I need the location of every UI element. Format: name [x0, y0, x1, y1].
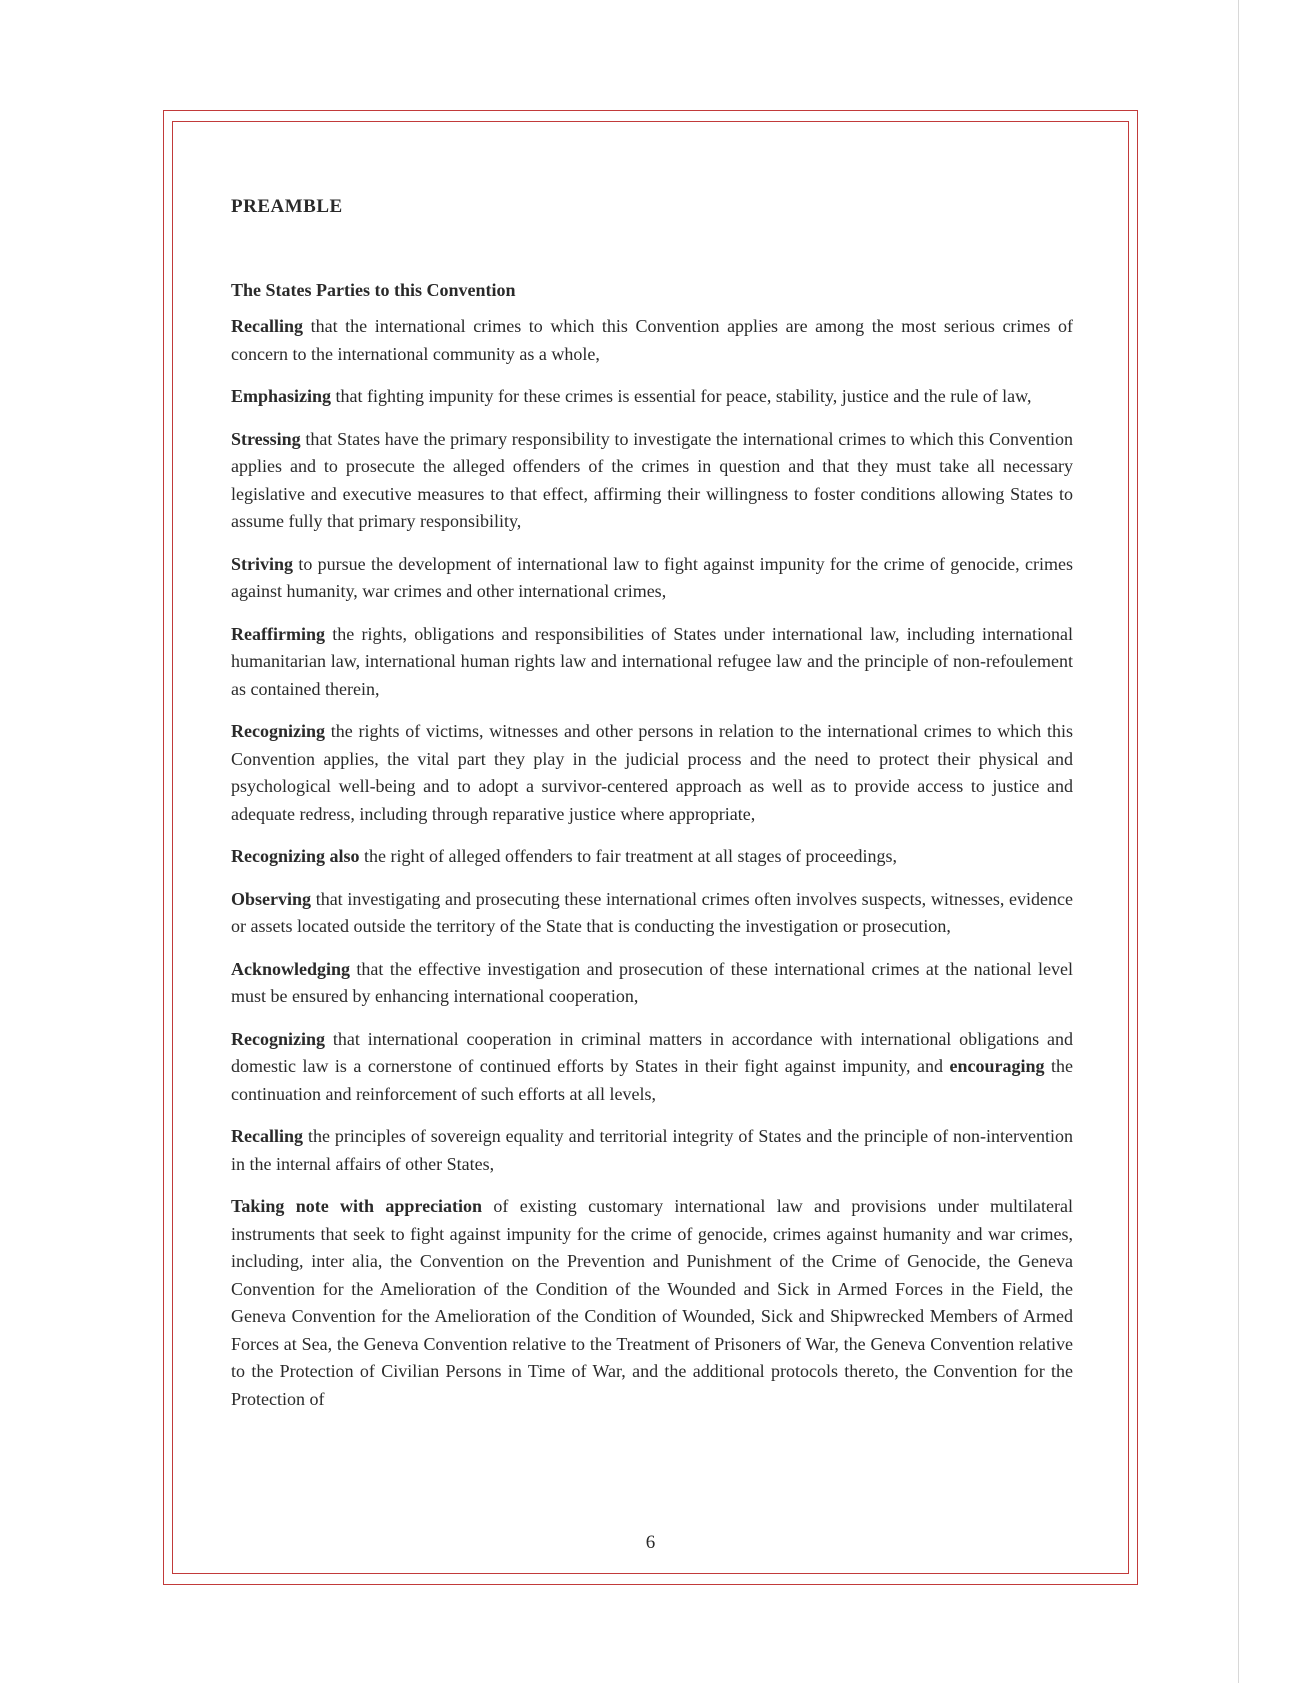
section-heading: PREAMBLE: [231, 196, 343, 217]
page-number: 6: [645, 1532, 656, 1553]
paragraph-text: that fighting impunity for these crimes is essential for peace, stability, justice and the rule of law,: [331, 386, 1032, 406]
paragraph-text: that the effective investigation and prosecution of these international crimes at the national level must be ensured by enhancing international cooperation,: [231, 958, 1073, 1006]
paragraph-text: the rights of victims, witnesses and other persons in relation to the international crimes to which this Convention applies, the vital part they play in the judicial process and the need to protect their physical and psychological well-being and to adopt a survivor-centered approach as well as to provide access to justice and adequate redress, including through reparative justice where appropriate,: [231, 721, 1073, 824]
paragraph-lead: Emphasizing: [231, 386, 332, 406]
paragraph-text: that States have the primary responsibility to investigate the international crimes to which this Convention applies and to prosecute the alleged offenders of the crimes in question and that they must take all necessary legislative and executive measures to that effect, affirming their willingness to foster conditions allowing States to assume fully that primary responsibility,: [231, 428, 1073, 531]
paragraph-lead: Striving: [231, 553, 294, 574]
preamble-paragraph: [231, 383, 1073, 411]
paragraph-text: to pursue the development of international law to fight against impunity for the crime of genocide, crimes against humanity, war crimes and other international crimes,: [231, 553, 1073, 601]
paragraph-text: that international cooperation in criminal matters in accordance with international obligations and domestic law is a cornerstone of continued efforts by States in their fight against impunity, and: [231, 1028, 1073, 1076]
paragraph-text: that the international crimes to which this Convention applies are among the most serious crimes of concern to the international community as a whole,: [231, 316, 1073, 364]
paragraph-lead: Reaffirming: [231, 623, 325, 644]
paragraph-text-secondary: the continuation and reinforcement of such efforts at all levels,: [231, 1056, 1073, 1104]
preamble-paragraph: [231, 1193, 1073, 1413]
preamble-paragraph: [231, 1123, 1073, 1178]
preamble-paragraph: [231, 956, 1073, 1011]
paragraph-lead: Acknowledging: [231, 958, 351, 979]
preamble-paragraph: [231, 718, 1073, 828]
preamble-paragraph: [231, 426, 1073, 536]
scan-edge-line: [1238, 0, 1239, 1683]
paragraph-lead: Recalling: [231, 1126, 303, 1146]
paragraph-lead-secondary: encouraging: [949, 1056, 1045, 1076]
paragraph-lead: Recognizing: [231, 1028, 325, 1049]
preamble-paragraph: [231, 843, 1073, 871]
paragraph-text: of existing customary international law and provisions under multilateral instruments that seek to fight against impunity for the crime of genocide, crimes against humanity and war crimes, including, inter alia, the Convention on the Prevention and Punishment of the Crime of Genocide, the Geneva Convention for the Amelioration of the Condition of the Wounded and Sick in Armed Forces in the Field, the Geneva Convention for the Amelioration of the Condition of Wounded, Sick and Shipwrecked Members of Armed Forces at Sea, the Geneva Convention relative to the Treatment of Prisoners of War, the Geneva Convention relative to the Protection of Civilian Persons in Time of War, and the additional protocols thereto, the Convention for the Protection of: [231, 1196, 1074, 1409]
preamble-paragraph: [231, 313, 1073, 368]
preamble-paragraph: [231, 621, 1073, 704]
preamble-paragraph: [231, 551, 1073, 606]
paragraph-lead: Taking note with appreciation: [231, 1196, 483, 1216]
paragraph-lead: Recognizing: [231, 721, 325, 741]
paragraph-lead: Stressing: [231, 428, 301, 449]
preamble-paragraph: [231, 886, 1073, 941]
paragraph-text: the principles of sovereign equality and territorial integrity of States and the principle of non-intervention in the internal affairs of other States,: [231, 1126, 1073, 1174]
paragraph-text: the rights, obligations and responsibilities of States under international law, including international humanitarian law, international human rights law and international refugee law and the principle of non-refoulement as contained therein,: [231, 623, 1073, 699]
document-body: [231, 196, 1073, 1428]
paragraph-lead: Observing: [231, 888, 312, 909]
paragraph-lead: Recognizing also: [231, 846, 360, 866]
paragraph-lead: Recalling: [231, 316, 303, 336]
paragraph-text: that investigating and prosecuting these international crimes often involves suspects, witnesses, evidence or assets located outside the territory of the State that is conducting the investigation or prosecution,: [231, 888, 1073, 936]
preamble-subheading: The States Parties to this Convention: [231, 280, 516, 300]
preamble-paragraph: [231, 1026, 1073, 1109]
paragraph-text: the right of alleged offenders to fair treatment at all stages of proceedings,: [359, 846, 897, 866]
